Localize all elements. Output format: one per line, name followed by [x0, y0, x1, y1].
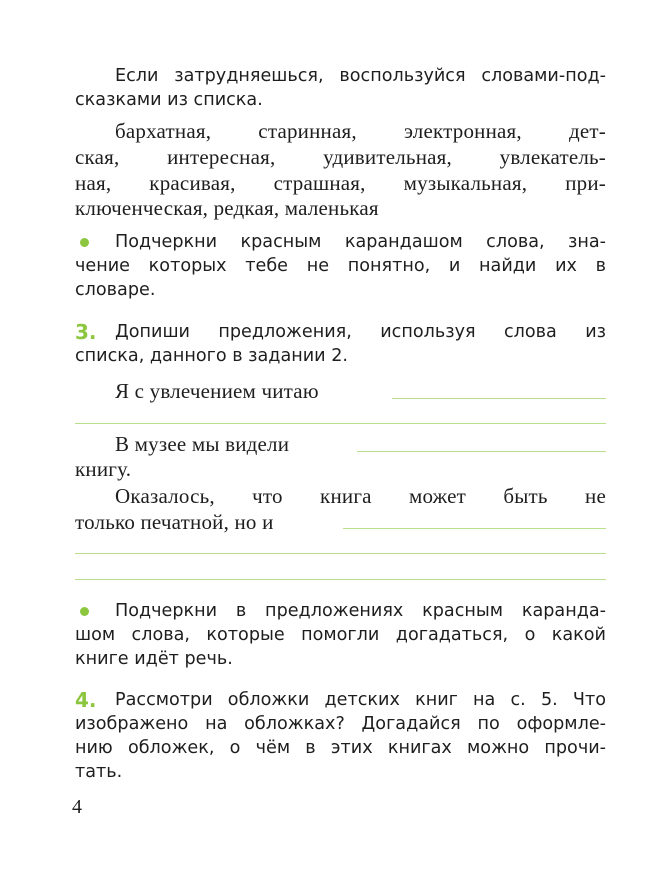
instruction-line: Подчеркни в предложениях красным каранда- [115, 601, 606, 621]
sentence-text: Я с увлечением читаю [115, 379, 319, 403]
instruction-line: чение которых тебе не понятно, и найди их в [75, 256, 606, 276]
sentence-text: Оказалось, что книга может быть не [115, 484, 606, 508]
word-list-line: бархатная, старинная, электронная, дет- [115, 119, 606, 143]
sentence-text: В музее мы видели [115, 432, 290, 456]
hint-line: Если затрудняешься, воспользуйся словами-под- [115, 66, 606, 86]
bullet-dot-icon [80, 607, 89, 616]
answer-line[interactable] [75, 423, 606, 424]
sentence-text: книгу. [75, 457, 132, 481]
page-number: 4 [72, 796, 82, 818]
answer-line[interactable] [75, 553, 606, 554]
task-number: 4. [75, 688, 97, 712]
hint-line: сказками из списка. [75, 90, 263, 110]
bullet-dot-icon [80, 238, 89, 247]
task-prompt-line: нию обложек, о чём в этих книгах можно прочи- [75, 738, 606, 758]
task-prompt-line: Рассмотри обложки детских книг на с. 5. Что [115, 690, 606, 710]
task-prompt-line: списка, данного в задании 2. [75, 346, 348, 366]
task-prompt-line: тать. [75, 762, 123, 782]
answer-line[interactable] [343, 528, 606, 529]
instruction-line: Подчеркни красным карандашом слова, зна- [115, 232, 606, 252]
task-number: 3. [75, 320, 97, 344]
word-list-line: ключенческая, редкая, маленькая [75, 196, 379, 220]
task-prompt-line: изображено на обложках? Догадайся по оформле- [75, 714, 606, 734]
sentence-text: только печатной, но и [75, 510, 274, 534]
word-list-line: ная, красивая, страшная, музыкальная, при- [75, 171, 606, 195]
answer-line[interactable] [75, 579, 606, 580]
answer-line[interactable] [392, 398, 606, 399]
instruction-line: книге идёт речь. [75, 649, 233, 669]
instruction-line: шом слова, которые помогли догадаться, о какой [75, 625, 606, 645]
answer-line[interactable] [357, 451, 606, 452]
instruction-line: словаре. [75, 280, 156, 300]
word-list-line: ская, интересная, удивительная, увлекатель- [75, 145, 606, 169]
task-prompt-line: Допиши предложения, используя слова из [115, 322, 606, 342]
